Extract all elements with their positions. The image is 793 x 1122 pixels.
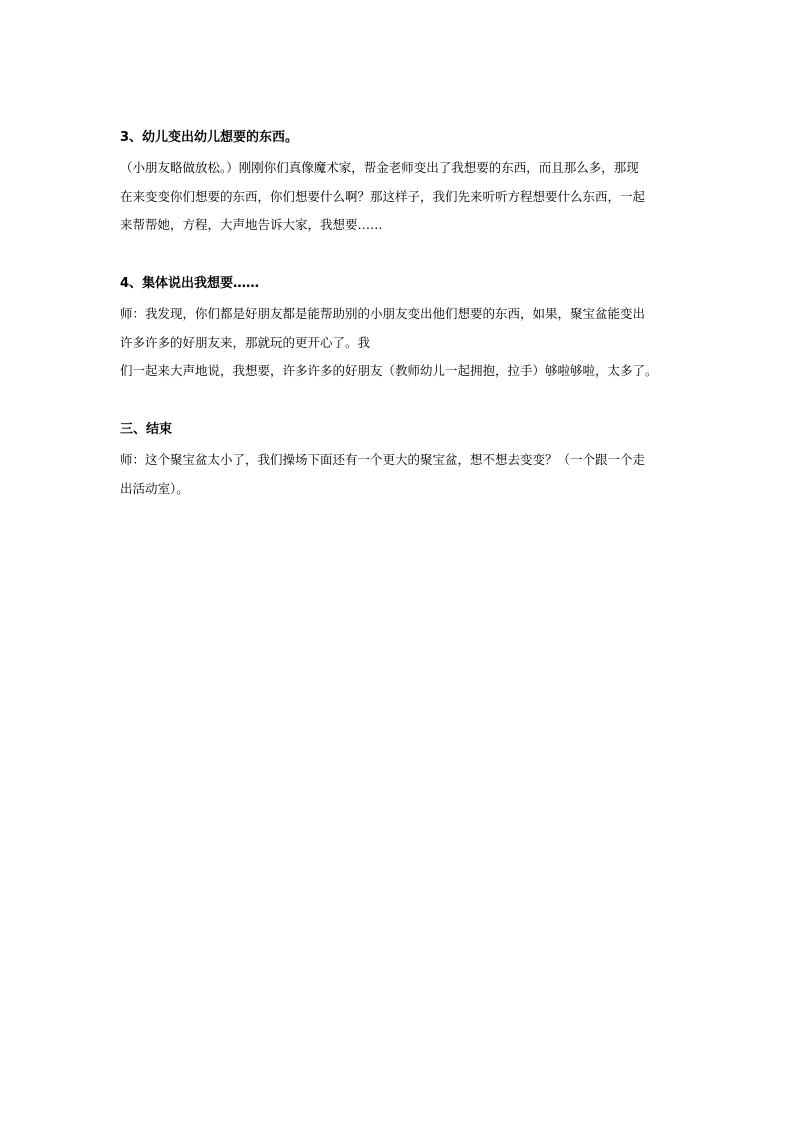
section-paragraph [120,154,680,240]
paragraph-line: 许多许多的好朋友来，那就玩的更开心了。我 [120,334,371,350]
paragraph-line: 在来变变你们想要的东西，你们想要什么啊？那这样子，我们先来听听方程想要什么东西，一起 [120,188,646,204]
paragraph-line: （小朋友略做放松。）刚刚你们真像魔术家，帮金老师变出了我想要的东西，而且那么多，那现 [120,160,639,175]
section-heading: 三、结束 [120,422,173,437]
section-paragraph [120,446,680,503]
paragraph-line: 师：这个聚宝盆太小了，我们操场下面还有一个更大的聚宝盆，想不想去变变？（一个跟一个走 [120,452,646,467]
section-magic-items [120,128,680,240]
paragraph-line: 们一起来大声地说，我想要，许多许多的好朋友（教师幼儿一起拥抱，拉手）够啦够啦，太多了。 [120,363,658,378]
section-group-say [120,274,680,386]
section-paragraph [120,300,680,386]
paragraph-line: 出活动室）。 [120,480,189,496]
section-ending [120,420,680,503]
paragraph-line: 师：我发现，你们都是好朋友都是能帮助别的小朋友变出他们想要的东西，如果，聚宝盆能变出 [120,306,646,321]
section-heading: 4、集体说出我想要…… [120,276,260,291]
section-heading: 3、幼儿变出幼儿想要的东西。 [120,130,299,145]
paragraph-line: 来帮帮她，方程，大声地告诉大家，我想要…… [120,217,383,232]
